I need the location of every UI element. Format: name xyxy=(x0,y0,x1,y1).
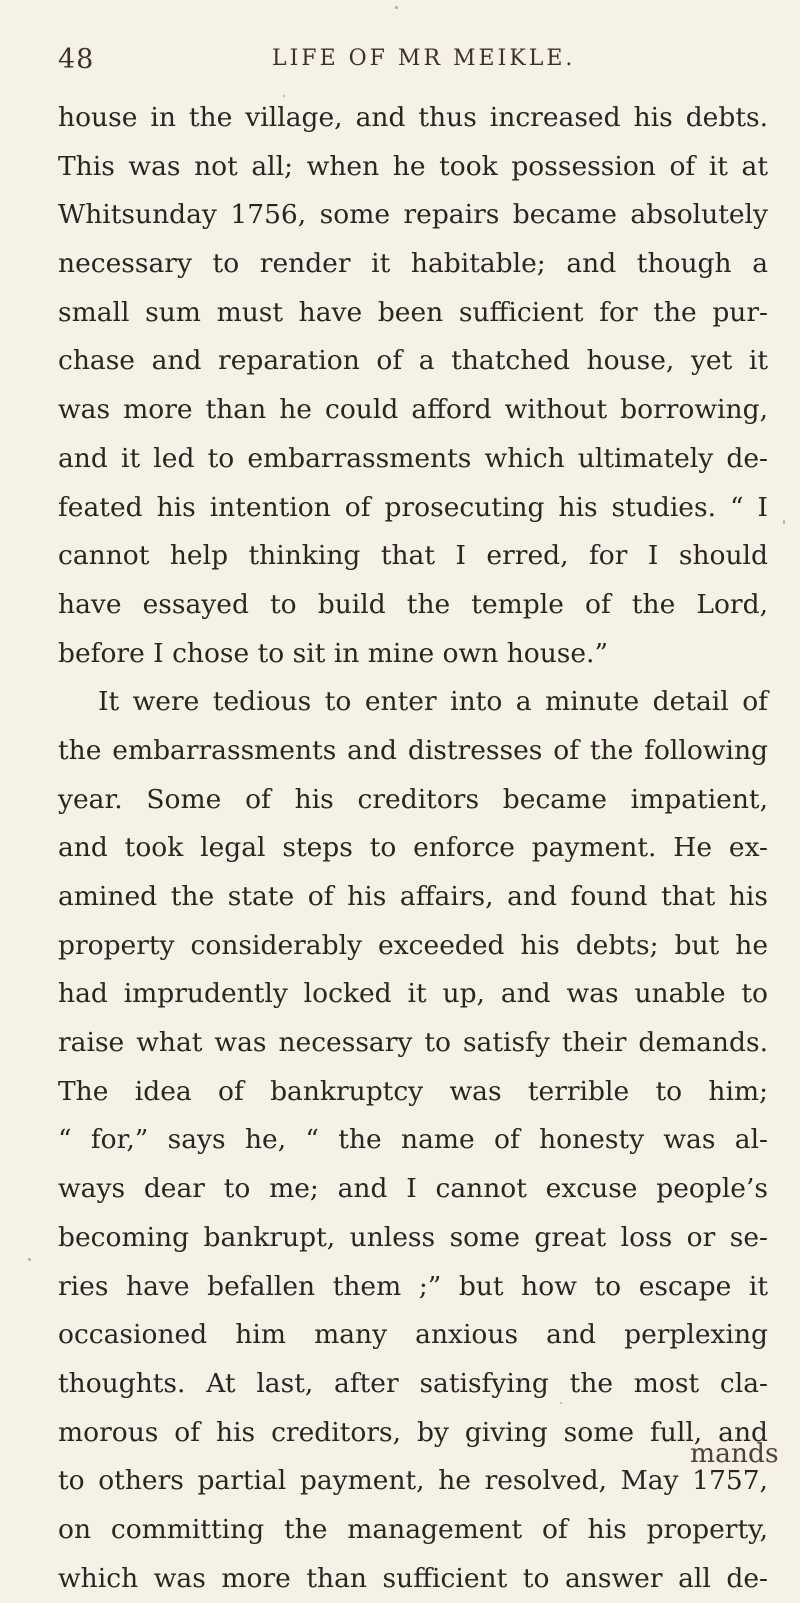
text-line: house in the village, and thus increased his debts. xyxy=(58,102,768,133)
text-line: becoming bankrupt, unless some great loss or se- xyxy=(58,1221,768,1253)
text-line: to others partial payment, he resolved, May 1757, xyxy=(58,1465,768,1497)
paper-speck xyxy=(560,1402,562,1404)
text-line: thoughts. At last, after satisfying the most cla- xyxy=(58,1367,768,1399)
paper-speck xyxy=(395,6,398,9)
text-line: chase and reparation of a thatched house, yet it xyxy=(58,345,768,377)
text-line: cannot help thinking that I erred, for I should xyxy=(58,540,768,572)
text-line: This was not all; when he took possession of it at xyxy=(58,150,768,182)
text-line: and took legal steps to enforce payment. He ex- xyxy=(58,832,768,864)
paper-speck xyxy=(283,95,285,97)
text-line: raise what was necessary to satisfy their demands. xyxy=(58,1027,768,1059)
paper-speck xyxy=(28,1258,31,1261)
text-line: year. Some of his creditors became impatient, xyxy=(58,783,768,815)
running-head xyxy=(58,44,758,78)
text-line: before I chose to sit in mine own house.” xyxy=(58,637,609,669)
text-line: which was more than sufficient to answer all de- xyxy=(58,1562,768,1594)
text-line: feated his intention of prosecuting his studies. “ I xyxy=(58,491,768,523)
text-line: “ for,” says he, “ the name of honesty was al- xyxy=(58,1124,768,1156)
text-line: property considerably exceeded his debts; but he xyxy=(58,929,768,961)
page-number: 48 xyxy=(58,44,95,75)
text-line: have essayed to build the temple of the Lord, xyxy=(58,588,768,620)
text-line: ries have befallen them ;” but how to escape it xyxy=(58,1270,768,1302)
text-line: was more than he could afford without borrowing, xyxy=(58,394,768,426)
text-line: occasioned him many anxious and perplexing xyxy=(58,1319,768,1351)
text-line: The idea of bankruptcy was terrible to him; xyxy=(58,1075,768,1107)
text-line: had imprudently locked it up, and was unable to xyxy=(58,978,768,1010)
text-line: the embarrassments and distresses of the following xyxy=(58,734,768,766)
text-line: morous of his creditors, by giving some full, and xyxy=(58,1416,768,1448)
text-line: It were tedious to enter into a minute detail of xyxy=(98,686,768,718)
text-line: small sum must have been sufficient for the pur- xyxy=(58,296,768,328)
text-line: on committing the management of his property, xyxy=(58,1513,768,1545)
running-title: LIFE OF MR MEIKLE. xyxy=(272,46,576,71)
catchword: mands xyxy=(690,1438,779,1469)
body-text xyxy=(58,94,768,1603)
text-line: Whitsunday 1756, some repairs became absolutely xyxy=(58,199,768,231)
text-line: necessary to render it habitable; and though a xyxy=(58,248,768,280)
text-line: and it led to embarrassments which ultimately de- xyxy=(58,442,768,474)
paper-speck xyxy=(783,520,785,524)
text-line: amined the state of his affairs, and found that his xyxy=(58,881,768,912)
text-line: ways dear to me; and I cannot excuse people’s xyxy=(58,1173,768,1205)
